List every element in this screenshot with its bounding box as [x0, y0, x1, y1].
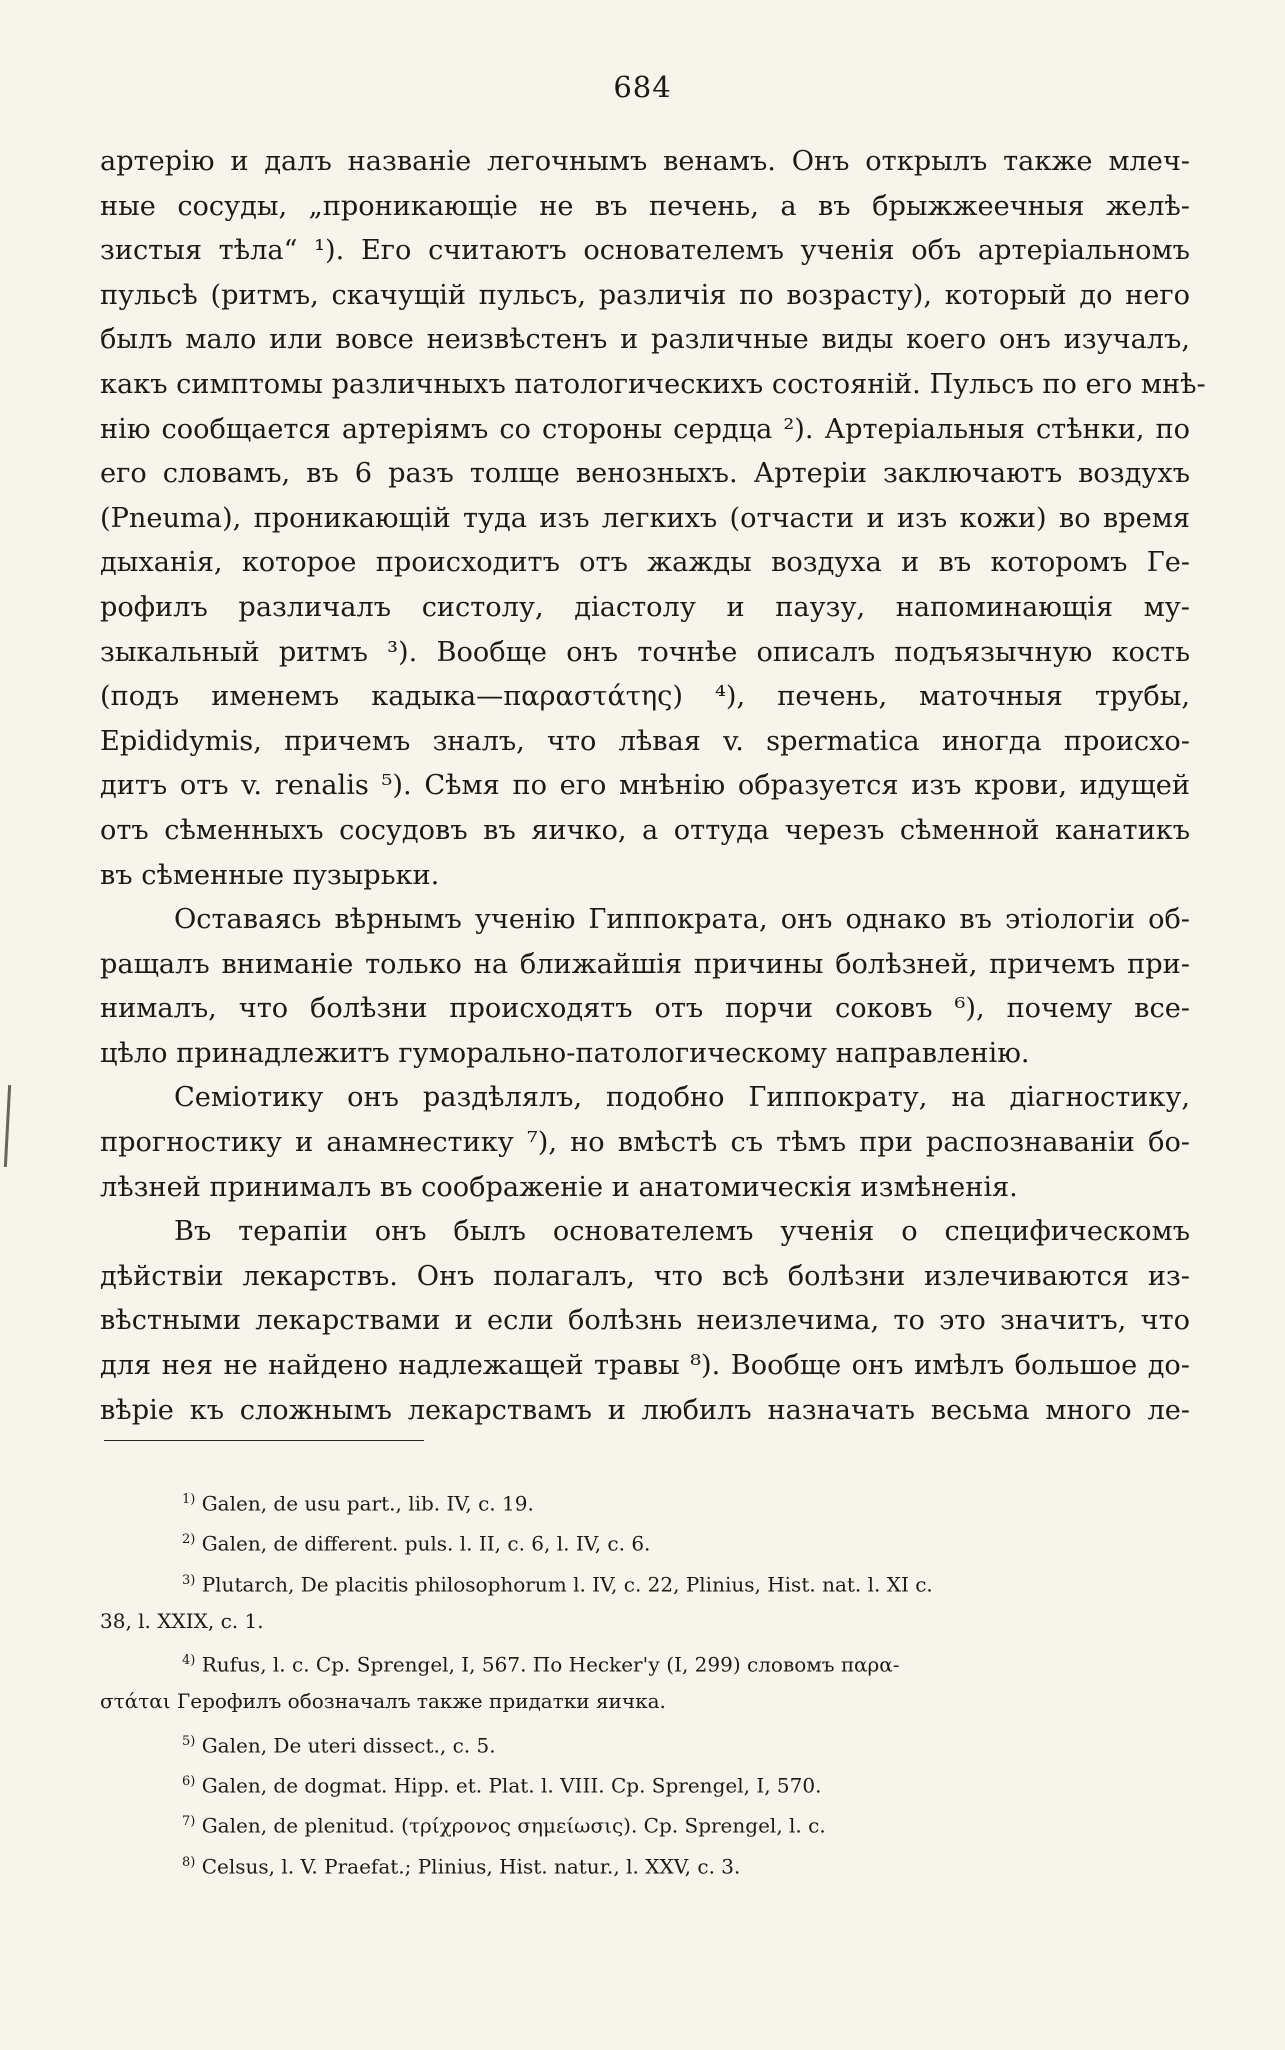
footnote-4	[100, 1641, 1190, 1681]
text-line: прогностику и анамнестику ⁷), но вмѣстѣ съ тѣмъ при распознаваніи бо-	[100, 1127, 1190, 1159]
text-line: дыханія, которое происходитъ отъ жажды воздуха и въ которомъ Ге-	[100, 547, 1190, 579]
text-line: какъ симптомы различныхъ патологическихъ состояній. Пульсъ по его мнѣ-	[100, 368, 1206, 400]
footnote-divider	[104, 1440, 424, 1441]
paragraph-start-line: Оставаясь вѣрнымъ ученію Гиппократа, онъ однако въ этіологіи об-	[174, 904, 1190, 936]
text-line: его словамъ, въ 6 разъ толще венозныхъ. Артеріи заключаютъ воздухъ	[100, 458, 1190, 490]
margin-pencil-mark	[4, 1085, 11, 1167]
footnote-3-continuation: 38, l. XXIX, c. 1.	[100, 1608, 264, 1633]
footnote-number: 1)	[182, 1492, 196, 1507]
text-line: нію сообщается артеріямъ со стороны сердца ²). Артеріальныя стѣнки, по	[100, 413, 1190, 445]
text-line: (подъ именемъ кадыка—παραστάτης) ⁴), печень, маточныя трубы,	[100, 681, 1190, 713]
footnote-number: 5)	[182, 1733, 196, 1749]
footnote-7	[100, 1802, 1190, 1842]
footnote-text: Galen, De uteri dissect., c. 5.	[201, 1733, 496, 1758]
text-line: отъ сѣменныхъ сосудовъ въ яичко, а оттуда черезъ сѣменной канатикъ	[100, 814, 1190, 846]
text-line: ращалъ вниманіе только на ближайшія причины болѣзней, причемъ при-	[100, 948, 1190, 980]
text-line: нималъ, что болѣзни происходятъ отъ порчи соковъ ⁶), почему все-	[100, 993, 1190, 1025]
footnote-1	[100, 1480, 1190, 1520]
footnote-5	[100, 1722, 1190, 1762]
text-line: въ сѣменные пузырьки.	[100, 859, 440, 891]
footnote-text: Rufus, l. c. Cp. Sprengel, I, 567. По Hecker'у (I, 299) словомъ παρα-	[201, 1652, 900, 1677]
text-line: цѣло принадлежитъ гуморально-патологическому направленію.	[100, 1037, 1030, 1069]
text-line: пульсѣ (ритмъ, скачущій пульсъ, различія по возрасту), который до него	[100, 279, 1190, 311]
footnote-number: 6)	[182, 1774, 196, 1790]
page-number: 684	[613, 70, 672, 104]
text-line: ные сосуды, „проникающіе не въ печень, а въ брыжжеечныя желѣ-	[100, 190, 1190, 222]
footnote-8	[100, 1843, 1190, 1883]
text-line: артерію и далъ названіе легочнымъ венамъ. Онъ открылъ также млеч-	[100, 146, 1190, 177]
footnote-2	[100, 1520, 1190, 1560]
text-line: рофилъ различалъ систолу, діастолу и паузу, напоминающія му-	[100, 591, 1190, 623]
footnote-text: Celsus, l. V. Praefat.; Plinius, Hist. natur., l. XXV, c. 3.	[201, 1854, 741, 1879]
text-line: дѣйствіи лекарствъ. Онъ полагалъ, что всѣ болѣзни излечиваются из-	[100, 1260, 1190, 1292]
footnote-text: Plutarch, De placitis philosophorum l. IV, c. 22, Plinius, Hist. nat. l. XI c.	[201, 1572, 933, 1597]
paragraph-start-line: Въ терапіи онъ былъ основателемъ ученія о специфическомъ	[174, 1216, 1190, 1248]
text-line: для нея не найдено надлежащей травы ⁸). Вообще онъ имѣлъ большое до-	[100, 1350, 1190, 1382]
footnote-3	[100, 1561, 1190, 1601]
text-line: вѣстными лекарствами и если болѣзнь неизлечима, то это значитъ, что	[100, 1305, 1190, 1337]
text-line: зистыя тѣла“ ¹). Его считаютъ основателемъ ученія объ артеріальномъ	[100, 235, 1190, 267]
footnote-number: 4)	[182, 1653, 196, 1669]
text-line: лѣзней принималъ въ соображеніе и анатомическія измѣненія.	[100, 1171, 1018, 1203]
text-line: былъ мало или вовсе неизвѣстенъ и различные виды коего онъ изучалъ,	[100, 324, 1190, 356]
footnote-6	[100, 1762, 1190, 1802]
text-line: (Pneuma), проникающій туда изъ легкихъ (отчасти и изъ кожи) во время	[100, 502, 1190, 534]
paragraph-start-line: Семіотику онъ раздѣлялъ, подобно Гиппократу, на діагностику,	[174, 1082, 1190, 1114]
footnotes	[100, 1480, 1190, 1883]
footnote-text: Galen, de dogmat. Hipp. et. Plat. l. VIII. Cp. Sprengel, I, 570.	[201, 1773, 822, 1798]
text-line: Epididymis, причемъ зналъ, что лѣвая v. spermatica иногда происхо-	[100, 725, 1190, 757]
body-text	[100, 140, 1206, 1433]
text-line: вѣріе къ сложнымъ лекарствамъ и любилъ назначать весьма много ле-	[100, 1394, 1190, 1426]
footnote-number: 2)	[182, 1532, 196, 1548]
footnote-text: Galen, de different. puls. l. II, c. 6, l. IV, c. 6.	[201, 1531, 651, 1556]
footnote-number: 3)	[182, 1572, 196, 1588]
footnote-number: 7)	[182, 1814, 196, 1830]
footnote-text: Galen, de usu part., lib. IV, c. 19.	[201, 1491, 534, 1516]
text-line: дитъ отъ v. renalis ⁵). Сѣмя по его мнѣнію образуется изъ крови, идущей	[100, 770, 1190, 802]
footnote-text: Galen, de plenitud. (τρίχρονος σημείωσις). Cp. Sprengel, l. c.	[201, 1814, 826, 1839]
text-line: зыкальный ритмъ ³). Вообще онъ точнѣе описалъ подъязычную кость	[100, 636, 1190, 668]
footnote-number: 8)	[182, 1854, 196, 1870]
footnote-4-continuation: στάται Герофилъ обозначалъ также придатки яичка.	[100, 1689, 666, 1714]
